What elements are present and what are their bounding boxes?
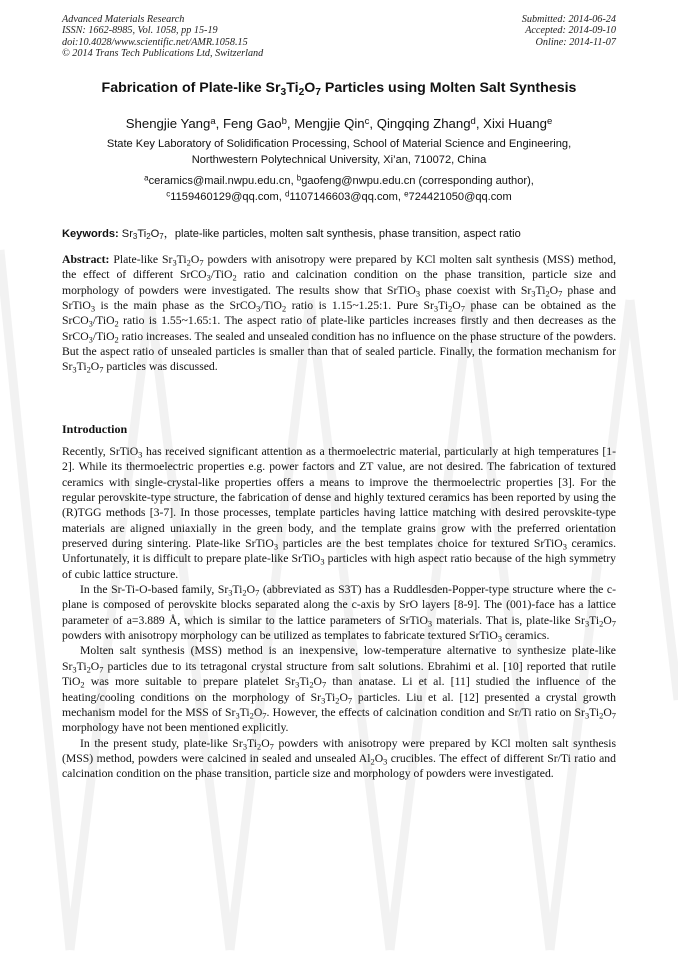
section-heading-introduction: Introduction [62,422,128,436]
email-line: $^a$ceramics@mail.nwpu.edu.cn, $^b$gaofeng@nwpu.edu.cn (corresponding author), [144,173,534,187]
author-list [40,116,638,131]
author: Qingqing Zhang$^d$, [376,116,484,131]
paragraph: Molten salt synthesis (MSS) method is an inexpensive, low-temperature alternative to synthesize plate-like $Sr_3Ti_2O_7$ particles due to its tetragonal crystal structure from salt solutions. Ebrahimi et al. [10] reported that rutile TiO$_2$ was more suitable to prepare platelet $Sr_3Ti_2O_7$ than anatase. Li et al. [11] studied the influence of the heating/cooling conditions on the morphology of $Sr_3Ti_2O_7$ particles. Liu et al. [12] presented a crystal growth mechanism model for the MSS of $Sr_3Ti_2O_7$. However, the effects of calcination condition and Sr/Ti ratio on $Sr_3Ti_2O_7$ morphology have not been mentioned explicitly. [62,644,616,735]
author: Shengjie Yang$^a$, [125,116,223,131]
journal-issn: ISSN: 1662-8985, Vol. 1058, pp 15-19 [62,25,218,37]
journal-copyright: © 2014 Trans Tech Publications Ltd, Switzerland [62,48,264,60]
journal-name: Advanced Materials Research [62,14,185,25]
affiliation-line: Northwestern Polytechnical University, Xi’an, 710072, China [191,153,487,166]
paragraph: In the present study, plate-like $Sr_3Ti_2O_7$ powders with anisotropy were prepared by KCl molten salt synthesis (MSS) method, powders were calcined in sealed and unsealed $Al_2O_3$ crucibles. The effect of different Sr/Ti ratio and calcination condition on the phase transition, particle size and morphology of powders were investigated. [62,736,616,781]
author-emails [40,174,638,205]
online-date: Online: 2014-11-07 [535,36,616,48]
paragraph: In the Sr-Ti-O-based family, $Sr_3Ti_2O_7$ (abbreviated as S3T) has a Ruddlesden-Popper-type structure where the c-plane is composed of perovskite blocks separated along the c-axis by SrO layers [8-9]. The (001)-face has a lattice parameter of a=3.889 Å, which is similar to the lattice parameters of SrTiO$_3$ materials. That is, plate-like $Sr_3Ti_2O_7$ powders with anisotropy morphology can be utilized as templates to fabricate textured SrTiO$_3$ ceramics. [62,583,617,644]
affiliation [40,137,638,168]
paragraph: Recently, SrTiO$_3$ has received significant attention as a thermoelectric material, particularly at high temperatures [1-2]. While its thermoelectric properties e.g. power factors and ZT value, are not desired. The fabrication of textured ceramics with single-crystal-like properties offers a means to improve the thermoelectric properties [3]. For the regular perovskite-type structure, the fabrication of dense and highly textured ceramics has been reported by using the (R)TGG methods [3-7]. In those processes, template particles having lattice matching with desired perovskite-type materials are aligned uniaxially in the green body, and the template grains grow with the preferred orientation preserved during sintering. Plate-like SrTiO$_3$ particles are the best templates choice for textured SrTiO$_3$ ceramics. Unfortunately, it is difficult to prepare plate-like SrTiO$_3$ particles with high aspect ratio because of the high symmetry of cubic lattice structure. [62,445,617,581]
submitted-date: Submitted: 2014-06-24 [521,14,616,25]
journal-doi: doi:10.4028/www.scientific.net/AMR.1058.15 [62,36,248,48]
abstract: Abstract: Plate-like $Sr_3Ti_2O_7$ powders with anisotropy were prepared by KCl molten salt synthesis (MSS) method, the effect of different SrCO$_3$/TiO$_2$ ratio and calcination condition on the phase transition, particle size and morphology of powders were investigated. The results show that SrTiO$_3$ phase coexist with $Sr_3Ti_2O_7$ phase and SrTiO$_3$ is the main phase as the SrCO$_3$/TiO$_2$ ratio is 1.15~1.25:1. Pure $Sr_3Ti_2O_7$ phase can be obtained as the SrCO$_3$/TiO$_2$ ratio is 1.55~1.65:1. The aspect ratio of plate-like particles increases firstly and then decreases as the SrCO$_3$/TiO$_2$ ratio increases. The sealed and unsealed condition has no influence on the phase structure of the powders. But the aspect ratio of unsealed particles is smaller than that of sealed particle. Finally, the formation mechanism for $Sr_3Ti_2O_7$ particles was discussed. [62,253,616,375]
keywords-label: Keywords: [62,228,119,240]
dates-info [522,14,616,48]
accepted-date: Accepted: 2014-09-10 [525,25,616,37]
author: Feng Gao$^b$, [222,116,295,131]
journal-info [62,14,263,60]
affiliation-line: State Key Laboratory of Solidification Processing, School of Material Science and Engineering, [106,138,572,150]
author: Mengjie Qin$^c$, [294,116,377,131]
paper-title: Fabrication of Plate-like $Sr_3Ti_2O_7$ Particles using Molten Salt Synthesis [101,80,577,98]
introduction-body [62,444,616,782]
abstract-label: Abstract: [62,253,110,266]
author: Xixi Huang$^e$ [483,116,553,131]
keywords: Keywords: $Sr_3Ti_2O_7$，plate-like particles, molten salt synthesis, phase transition, aspect ratio [62,228,521,242]
email-line: $^c$1159460129@qq.com, $^d$1107146603@qq.com, $^e$724421050@qq.com [166,189,512,203]
